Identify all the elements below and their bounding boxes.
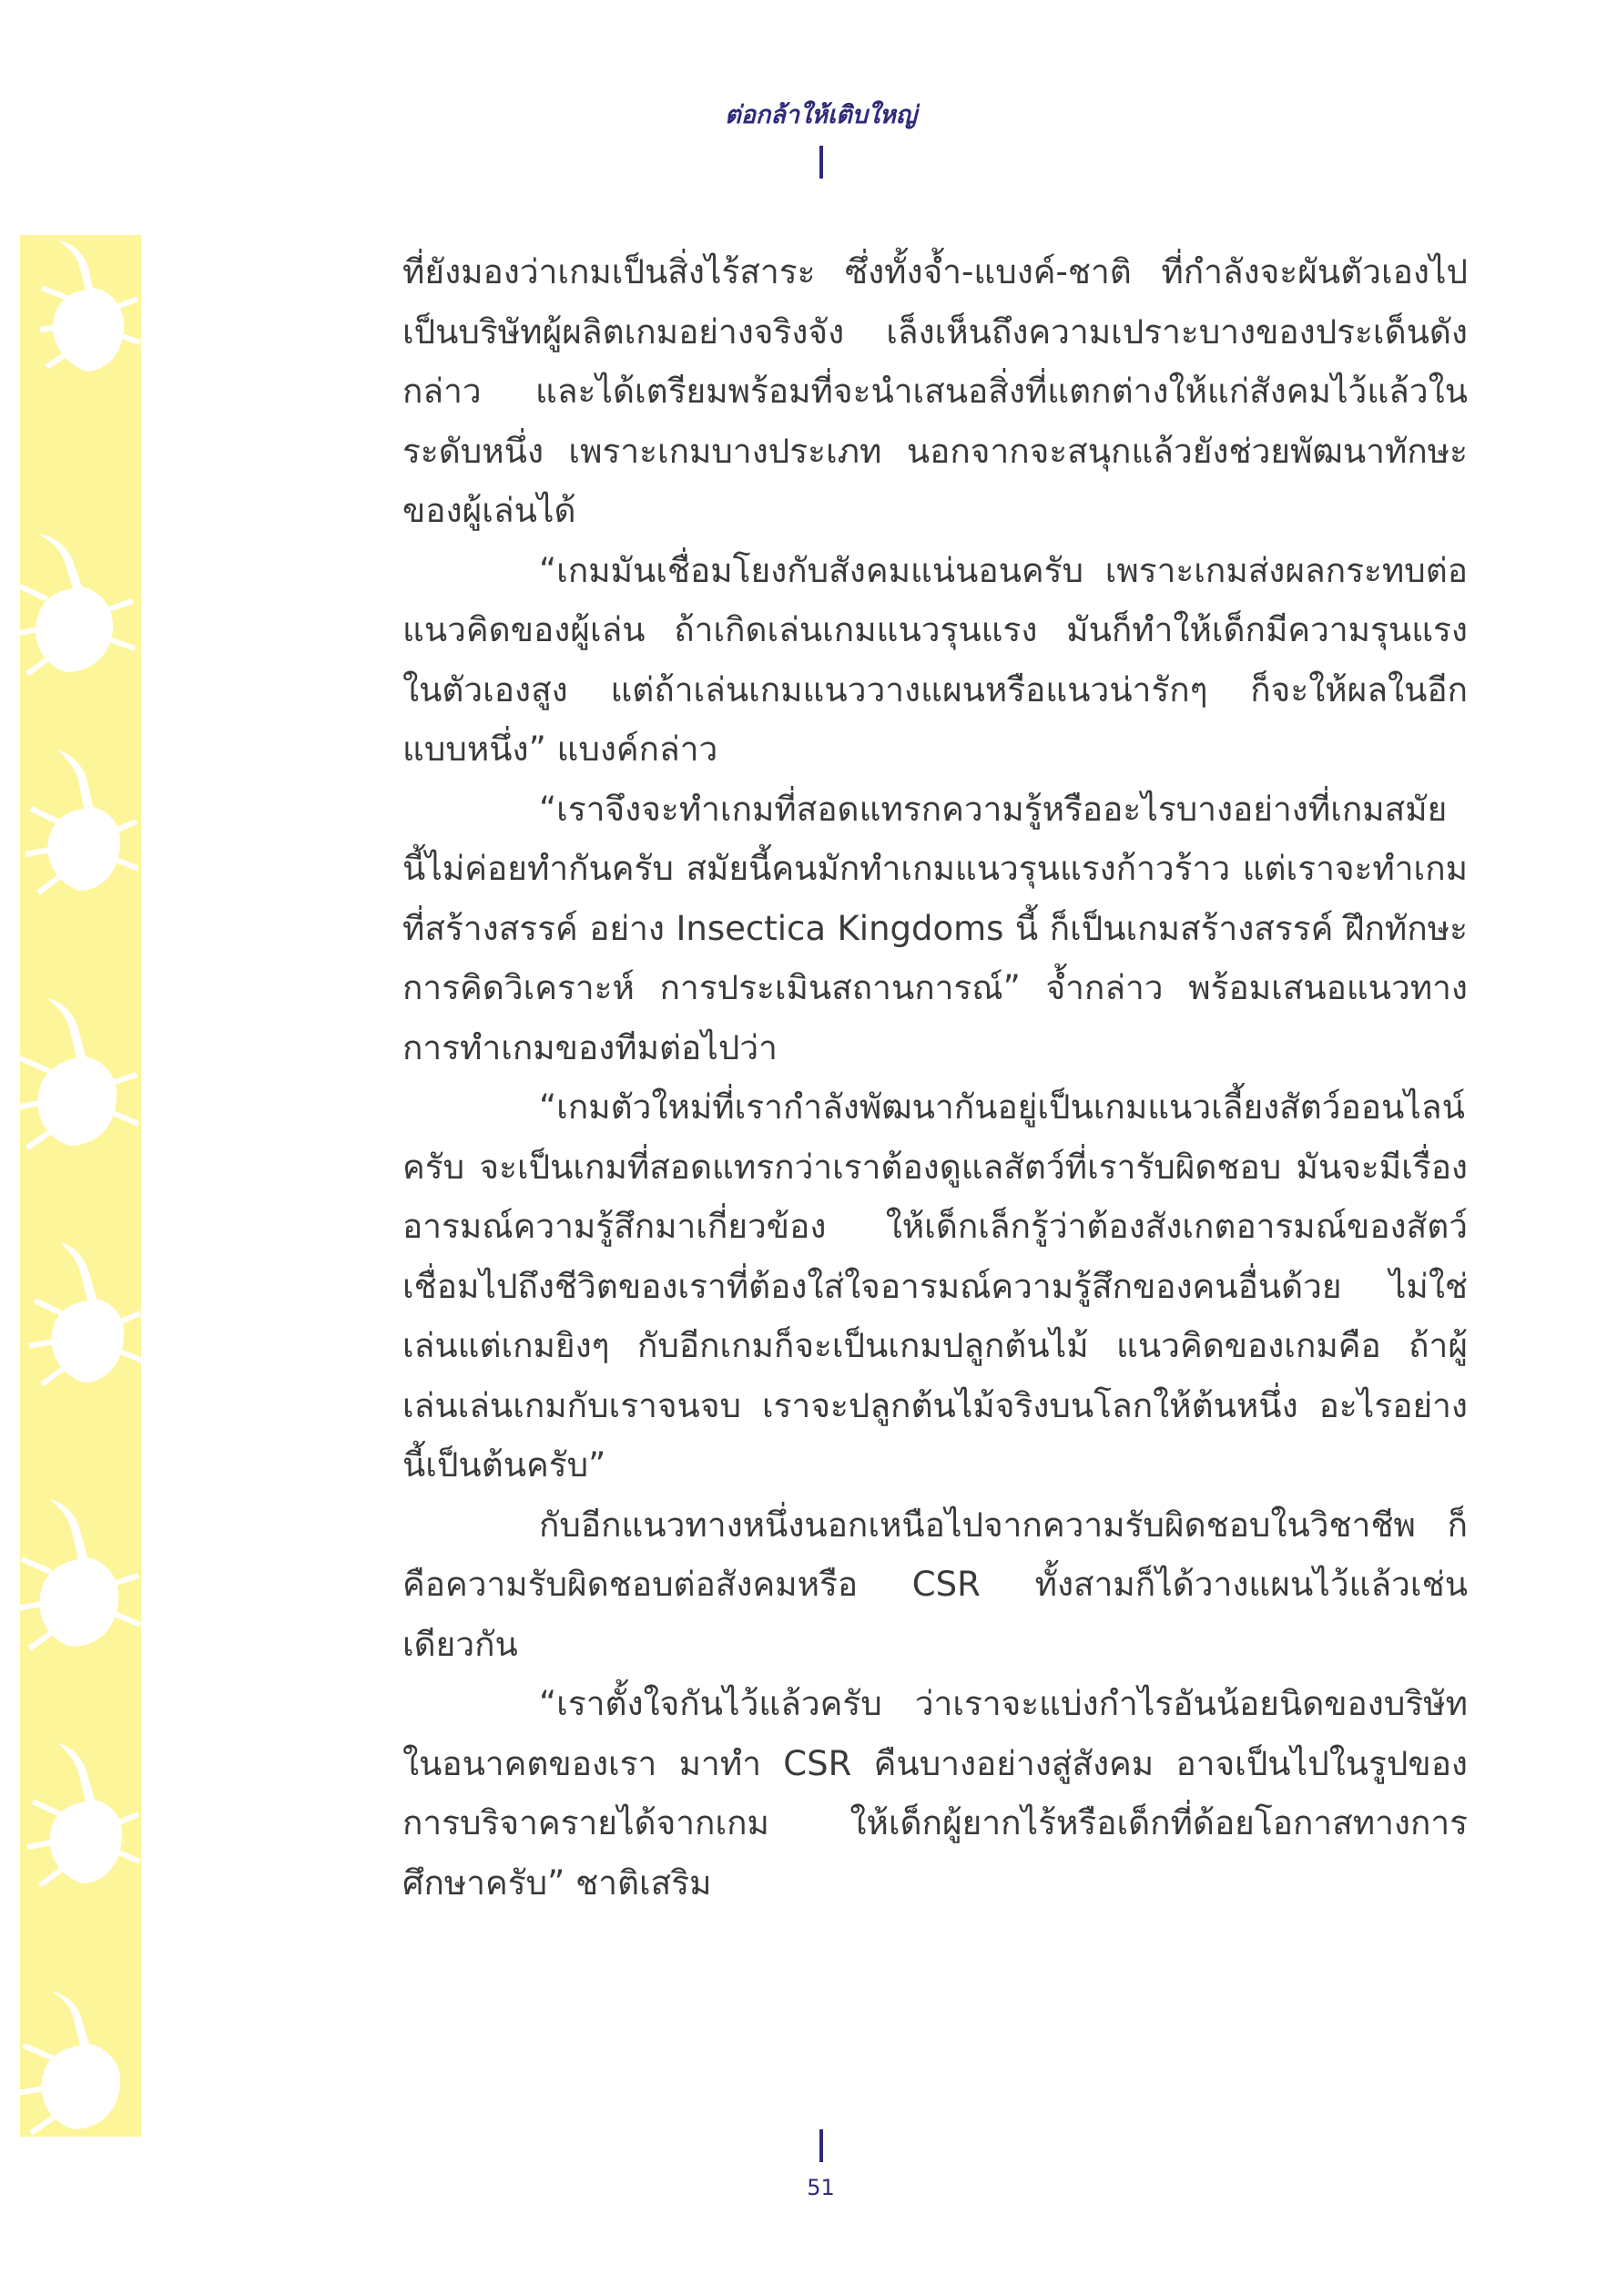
beetle-icon xyxy=(20,1984,141,2137)
paragraph-4: “เกมตัวใหม่ที่เรากำลังพัฒนากันอยู่เป็นเกมแนวเลี้ยงสัตว์ออนไลน์ครับ จะเป็นเกมที่สอดแทรกว่าเราต้องดูแลสัตว์ที่เรารับผิดชอบ มันจะมีเรื่องอารมณ์ความรู้สึกมาเกี่ยวข้อง ให้เด็กเล็กรู้ว่าต้องสังเกตอารมณ์ของสัตว์ เชื่อมไปถึงชีวิตของเราที่ต้องใส่ใจอารมณ์ความรู้สึกของคนอื่นด้วย ไม่ใช่เล่นแต่เกมยิงๆ กับอีกเกมก็จะเป็นเกมปลูกต้นไม้ แนวคิดของเกมคือ ถ้าผู้เล่นเล่นเกมกับเราจนจบ เราจะปลูกต้นไม้จริงบนโลกให้ต้นหนึ่ง อะไรอย่างนี้เป็นต้นครับ” xyxy=(402,1087,1468,1485)
article-body xyxy=(402,242,1468,1913)
footer-divider xyxy=(819,2129,823,2162)
page-number: 51 xyxy=(807,2175,835,2200)
paragraph-1: ที่ยังมองว่าเกมเป็นสิ่งไร้สาระ ซึ่งทั้งจ้ำ-แบงค์-ชาติ ที่กำลังจะผันตัวเองไปเป็นบริษัทผู้ผลิตเกมอย่างจริงจัง เล็งเห็นถึงความเปราะบางของประเด็นดังกล่าว และได้เตรียมพร้อมที่จะนำเสนอสิ่งที่แตกต่างให้แก่สังคมไว้แล้วในระดับหนึ่ง เพราะเกมบางประเภท นอกจากจะสนุกแล้วยังช่วยพัฒนาทักษะของผู้เล่นได้ xyxy=(402,252,1468,530)
beetle-icon xyxy=(20,991,140,1155)
beetle-icon xyxy=(22,1738,140,1893)
paragraph-3: “เราจึงจะทำเกมที่สอดแทรกความรู้หรืออะไรบางอย่างที่เกมสมัยนี้ไม่ค่อยทำกันครับ สมัยนี้คนมักทำเกมแนวรุนแรงก้าวร้าว แต่เราจะทำเกมที่สร้างสรรค์ อย่าง Insectica Kingdoms นี้ ก็เป็นเกมสร้างสรรค์ ฝึกทักษะการคิดวิเคราะห์ การประเมินสถานการณ์” จ้ำกล่าว พร้อมเสนอแนวทางการทำเกมของทีมต่อไปว่า xyxy=(402,789,1468,1067)
paragraph-5: กับอีกแนวทางหนึ่งนอกเหนือไปจากความรับผิดชอบในวิชาชีพ ก็คือความรับผิดชอบต่อสังคมหรือ CSR ทั้งสามก็ได้วางแผนไว้แล้วเช่นเดียวกัน xyxy=(402,1505,1468,1664)
running-header-title: ต่อกล้าให้เติบใหญ่ xyxy=(725,101,917,129)
paragraph-2: “เกมมันเชื่อมโยงกับสังคมแน่นอนครับ เพราะเกมส่งผลกระทบต่อแนวคิดของผู้เล่น ถ้าเกิดเล่นเกมแนวรุนแรง มันก็ทำให้เด็กมีความรุนแรงในตัวเองสูง แต่ถ้าเล่นเกมแนววางแผนหรือแนวน่ารักๆ ก็จะให้ผลในอีกแบบหนึ่ง” แบงค์กล่าว xyxy=(402,550,1468,769)
decorative-side-band xyxy=(20,235,141,2137)
header-divider xyxy=(819,146,823,179)
beetle-icon xyxy=(24,235,141,381)
beetle-icon xyxy=(20,1492,141,1656)
beetle-icon xyxy=(24,1237,141,1392)
beetle-icon xyxy=(20,745,138,900)
beetle-icon xyxy=(20,526,138,681)
paragraph-6: “เราตั้งใจกันไว้แล้วครับ ว่าเราจะแบ่งกำไรอันน้อยนิดของบริษัทในอนาคตของเรา มาทำ CSR คืนบางอย่างสู่สังคม อาจเป็นไปในรูปของการบริจาครายได้จากเกม ให้เด็กผู้ยากไร้หรือเด็กที่ด้อยโอกาสทางการศึกษาครับ” ชาติเสริม xyxy=(402,1684,1468,1903)
